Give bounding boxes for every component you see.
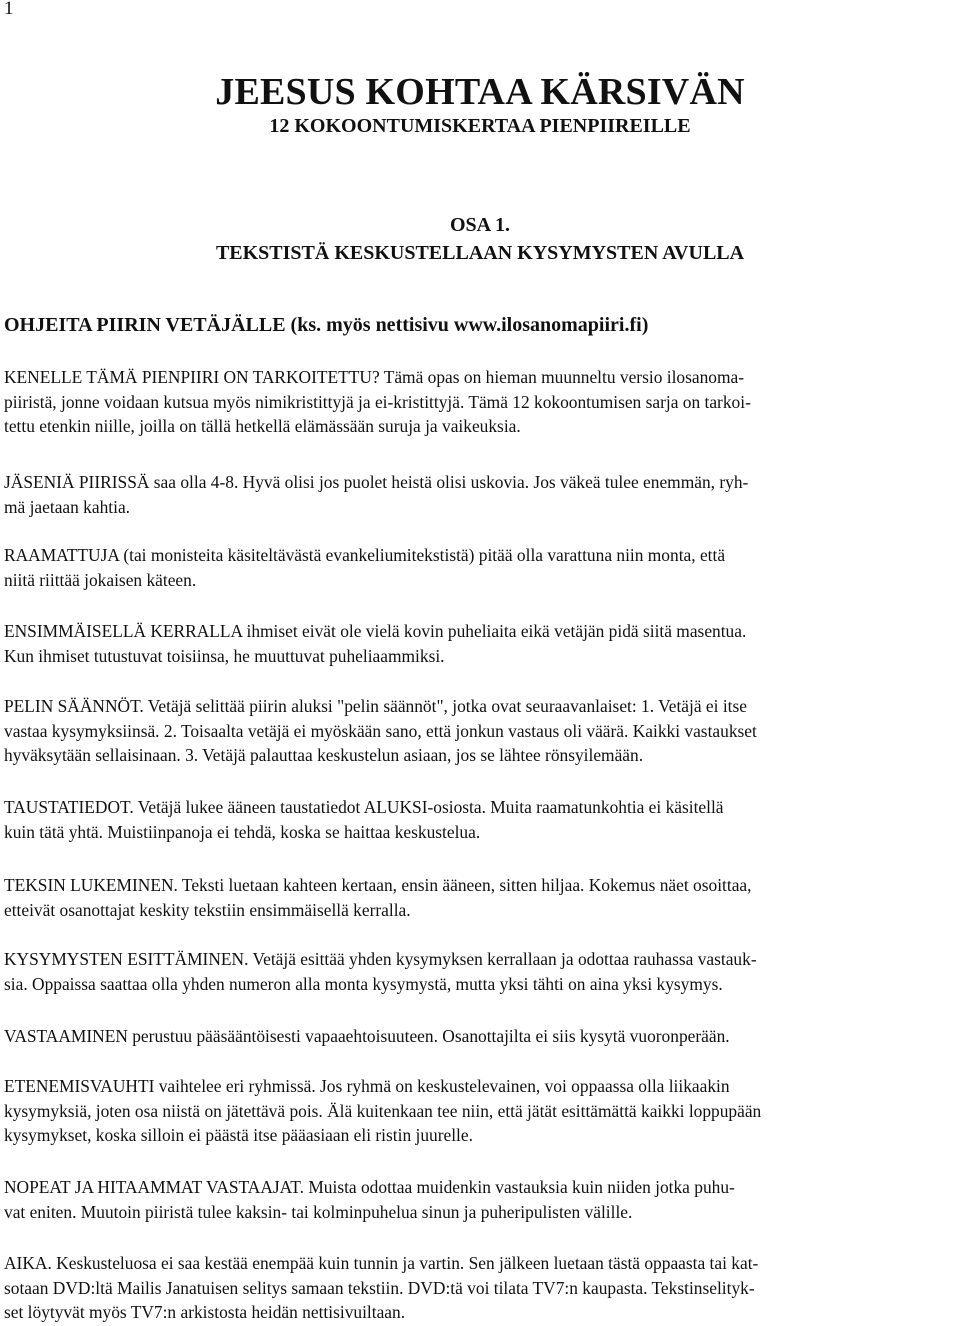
- paragraph-line: etteivät osanottajat keskity tekstiin ensimmäisellä kerralla.: [4, 899, 411, 920]
- paragraph-line: [4, 470, 956, 495]
- paragraph-keyword: ENSIMMÄISELLÄ KERRALLA: [4, 621, 243, 641]
- paragraph-line: Kun ihmiset tutustuvat toisiinsa, he muuttuvat puheliaammiksi.: [4, 645, 445, 666]
- paragraph-line: niitä riittää jokaisen käteen.: [4, 569, 197, 590]
- paragraph-line: [4, 1175, 956, 1200]
- paragraph-line: kysymyksiä, joten osa niistä on jätettävä pois. Älä kuitenkaan tee niin, että jätät esittämättä kaikki loppupään: [4, 1100, 762, 1121]
- paragraph-line: [4, 947, 956, 972]
- paragraph-line: vastaa kysymyksiinsä. 2. Toisaalta vetäjä ei myöskään sano, että jonkun vastaus oli väärä. Kaikki vastaukset: [4, 720, 757, 741]
- paragraph-line: mä jaetaan kahtia.: [4, 496, 131, 517]
- paragraph-line: sotaan DVD:ltä Mailis Janatuisen selitys samaan tekstiin. DVD:tä voi tilata TV7:n kaupasta. Tekstinselityk-: [4, 1277, 755, 1298]
- paragraph-line: [4, 619, 956, 644]
- paragraph-reading: [4, 873, 956, 922]
- paragraph-line: set löytyvät myös TV7:n arkistosta heidän nettisivuiltaan.: [4, 1302, 406, 1322]
- paragraph-text: Teksti luetaan kahteen kertaan, ensin ääneen, sitten hiljaa. Kokemus näet osoittaa,: [177, 875, 752, 895]
- paragraph-line: [4, 1074, 956, 1099]
- paragraph-text: vaihtelee eri ryhmissä. Jos ryhmä on keskustelevainen, voi oppaassa olla liikaakin: [154, 1076, 730, 1096]
- paragraph-line: kuin tätä yhtä. Muistiinpanoja ei tehdä, koska se haittaa keskustelua.: [4, 821, 481, 842]
- paragraph-text: Vetäjä selittää piirin aluksi "pelin säännöt", jotka ovat seuraavanlaiset: 1. Vetäjä ei itse: [143, 696, 747, 716]
- paragraph-line: [4, 1251, 956, 1276]
- paragraph-text: Vetäjä esittää yhden kysymyksen kerrallaan ja odottaa rauhassa vastauk-: [248, 949, 757, 969]
- document-subtitle: 12 KOKOONTUMISKERTAA PIENPIIREILLE: [269, 115, 691, 137]
- paragraph-line: [4, 694, 956, 719]
- paragraph-line: piiristä, jonne voidaan kutsua myös nimikristittyjä ja ei-kristittyjä. Tämä 12 kokoontumisen sarja on tarkoi-: [4, 391, 751, 412]
- document-title: JEESUS KOHTAA KÄRSIVÄN: [215, 71, 745, 113]
- paragraph-keyword: JÄSENIÄ PIIRISSÄ: [4, 472, 150, 492]
- paragraph-line: vat eniten. Muutoin piiristä tulee kaksin- tai kolminpuhelua sinun ja puheripulisten välille.: [4, 1201, 633, 1222]
- paragraph-keyword: NOPEAT JA HITAAMMAT VASTAAJAT.: [4, 1177, 304, 1197]
- paragraph-line: hyväksytään sellaisinaan. 3. Vetäjä palauttaa keskustelun asiaan, jos se lähtee rönsyilemään.: [4, 745, 644, 765]
- paragraph-members: [4, 470, 956, 519]
- paragraph-text: Tämä opas on hieman muunneltu versio ilosanoma-: [379, 367, 745, 387]
- page-number: 1: [4, 0, 14, 19]
- paragraph-first-time: [4, 619, 956, 668]
- paragraph-line: [4, 873, 956, 898]
- paragraph-text: ihmiset eivät ole vielä kovin puheliaita eikä vetäjän pidä siitä masentua.: [242, 621, 747, 641]
- paragraph-text: Muista odottaa muidenkin vastauksia kuin niiden jotka puhu-: [303, 1177, 735, 1197]
- paragraph-keyword: RAAMATTUJA: [4, 545, 119, 565]
- paragraph-line: kysymykset, koska silloin ei päästä itse pääasiaan eli ristin juurelle.: [4, 1125, 473, 1145]
- paragraph-fast-slow-responders: [4, 1175, 956, 1224]
- paragraph-keyword: TEKSIN LUKEMINEN.: [4, 875, 178, 895]
- paragraph-text: Keskusteluosa ei saa kestää enempää kuin tunnin ja vartin. Sen jälkeen luetaan tästä oppaasta tai kat-: [51, 1253, 759, 1273]
- paragraph-line: sia. Oppaissa saattaa olla yhden numeron alla monta kysymystä, mutta yksi tähti on aina yksi kysymys.: [4, 973, 723, 994]
- paragraph-background: [4, 795, 956, 844]
- paragraph-time: [4, 1251, 956, 1325]
- paragraph-text: saa olla 4-8. Hyvä olisi jos puolet heistä olisi uskovia. Jos väkeä tulee enemmän, ryh-: [149, 472, 749, 492]
- paragraph-asking-questions: [4, 947, 956, 996]
- paragraph-bibles: [4, 543, 956, 592]
- paragraph-keyword: KYSYMYSTEN ESITTÄMINEN.: [4, 949, 249, 969]
- paragraph-keyword: ETENEMISVAUHTI: [4, 1076, 155, 1096]
- paragraph-keyword: KENELLE TÄMÄ PIENPIIRI ON TARKOITETTU?: [4, 367, 380, 387]
- paragraph-keyword: VASTAAMINEN: [4, 1026, 128, 1046]
- paragraph-answering: [4, 1024, 956, 1049]
- paragraph-line: [4, 365, 956, 390]
- paragraph-line: [4, 1024, 956, 1049]
- paragraph-line: [4, 543, 956, 568]
- paragraph-target-group: [4, 365, 956, 439]
- paragraph-line: [4, 795, 956, 820]
- paragraph-line: tettu etenkin niille, joilla on tällä hetkellä elämässään suruja ja vaikeuksia.: [4, 416, 521, 436]
- instructions-heading: OHJEITA PIIRIN VETÄJÄLLE (ks. myös nettisivu www.ilosanomapiiri.fi): [4, 314, 649, 336]
- paragraph-keyword: PELIN SÄÄNNÖT.: [4, 696, 144, 716]
- section-heading: TEKSTISTÄ KESKUSTELLAAN KYSYMYSTEN AVULLA: [215, 242, 745, 264]
- paragraph-game-rules: [4, 694, 956, 768]
- paragraph-text: Vetäjä lukee ääneen taustatiedot ALUKSI-osiosta. Muita raamatunkohtia ei käsitellä: [133, 797, 724, 817]
- paragraph-keyword: AIKA.: [4, 1253, 52, 1273]
- section-part-label: OSA 1.: [449, 214, 511, 236]
- paragraph-keyword: TAUSTATIEDOT.: [4, 797, 134, 817]
- paragraph-pace: [4, 1074, 956, 1148]
- paragraph-text: perustuu pääsääntöisesti vapaaehtoisuuteen. Osanottajilta ei siis kysytä vuoronperään.: [127, 1026, 730, 1046]
- paragraph-text: (tai monisteita käsiteltävästä evankeliumitekstistä) pitää olla varattuna niin monta, että: [118, 545, 726, 565]
